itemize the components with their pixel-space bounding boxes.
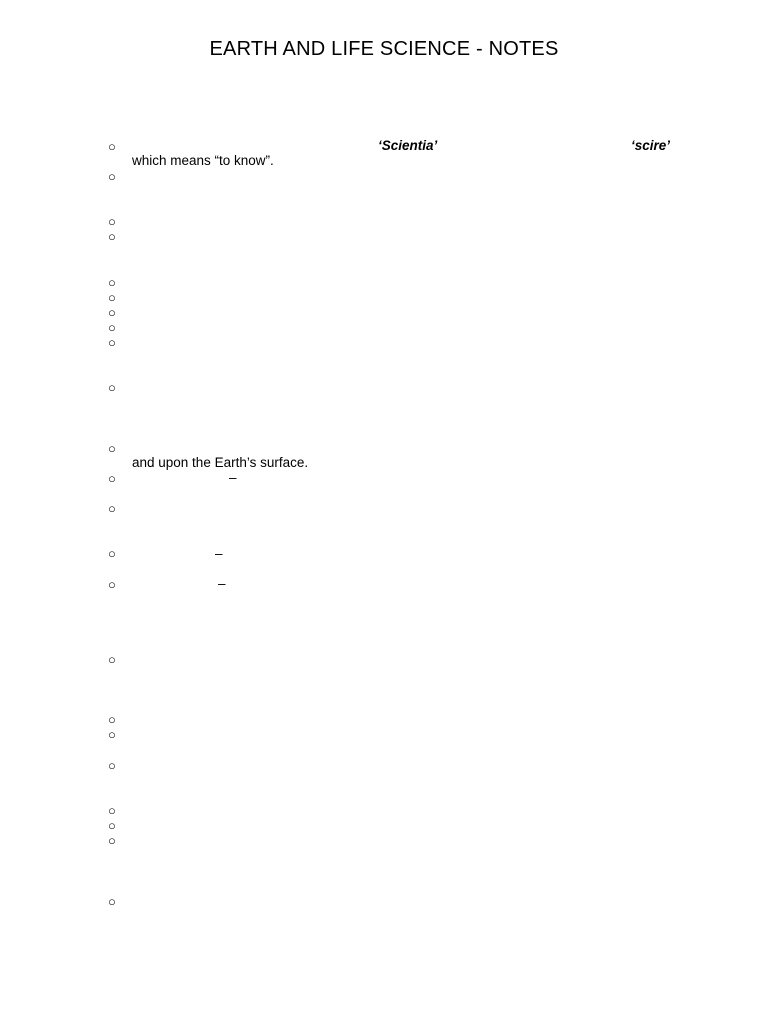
definition-text: which means “to know”. xyxy=(132,153,274,168)
bullet-marker-icon: ○ xyxy=(108,471,116,486)
bullet-marker-icon: ○ xyxy=(108,501,116,516)
bullet-marker-icon: ○ xyxy=(108,712,116,727)
bullet-marker-icon: ○ xyxy=(108,546,116,561)
bullet-marker-icon: ○ xyxy=(108,214,116,229)
dash-mark: – xyxy=(229,470,237,485)
bullet-marker-icon: ○ xyxy=(108,758,116,773)
bullet-marker-icon: ○ xyxy=(108,229,116,244)
page-title: EARTH AND LIFE SCIENCE - NOTES xyxy=(209,38,559,60)
bullet-marker-icon: ○ xyxy=(108,380,116,395)
bullet-marker-icon: ○ xyxy=(108,894,116,909)
bullet-marker-icon: ○ xyxy=(108,275,116,290)
term-scire: ‘scire’ xyxy=(631,138,671,153)
bullet-marker-icon: ○ xyxy=(108,727,116,742)
bullet-marker-icon: ○ xyxy=(108,818,116,833)
bullet-marker-icon: ○ xyxy=(108,335,116,350)
dash-mark: – xyxy=(218,576,226,591)
bullet-marker-icon: ○ xyxy=(108,169,116,184)
term-scientia: ‘Scientia’ xyxy=(378,138,438,153)
bullet-marker-icon: ○ xyxy=(108,305,116,320)
bullet-marker-icon: ○ xyxy=(108,652,116,667)
bullet-marker-icon: ○ xyxy=(108,833,116,848)
bullet-marker-icon: ○ xyxy=(108,441,116,456)
surface-text: and upon the Earth’s surface. xyxy=(132,455,309,470)
bullet-marker-icon: ○ xyxy=(108,139,116,154)
bullet-marker-icon: ○ xyxy=(108,290,116,305)
bullet-marker-icon: ○ xyxy=(108,320,116,335)
bullet-marker-icon: ○ xyxy=(108,803,116,818)
dash-mark: – xyxy=(215,546,223,561)
bullet-marker-icon: ○ xyxy=(108,577,116,592)
